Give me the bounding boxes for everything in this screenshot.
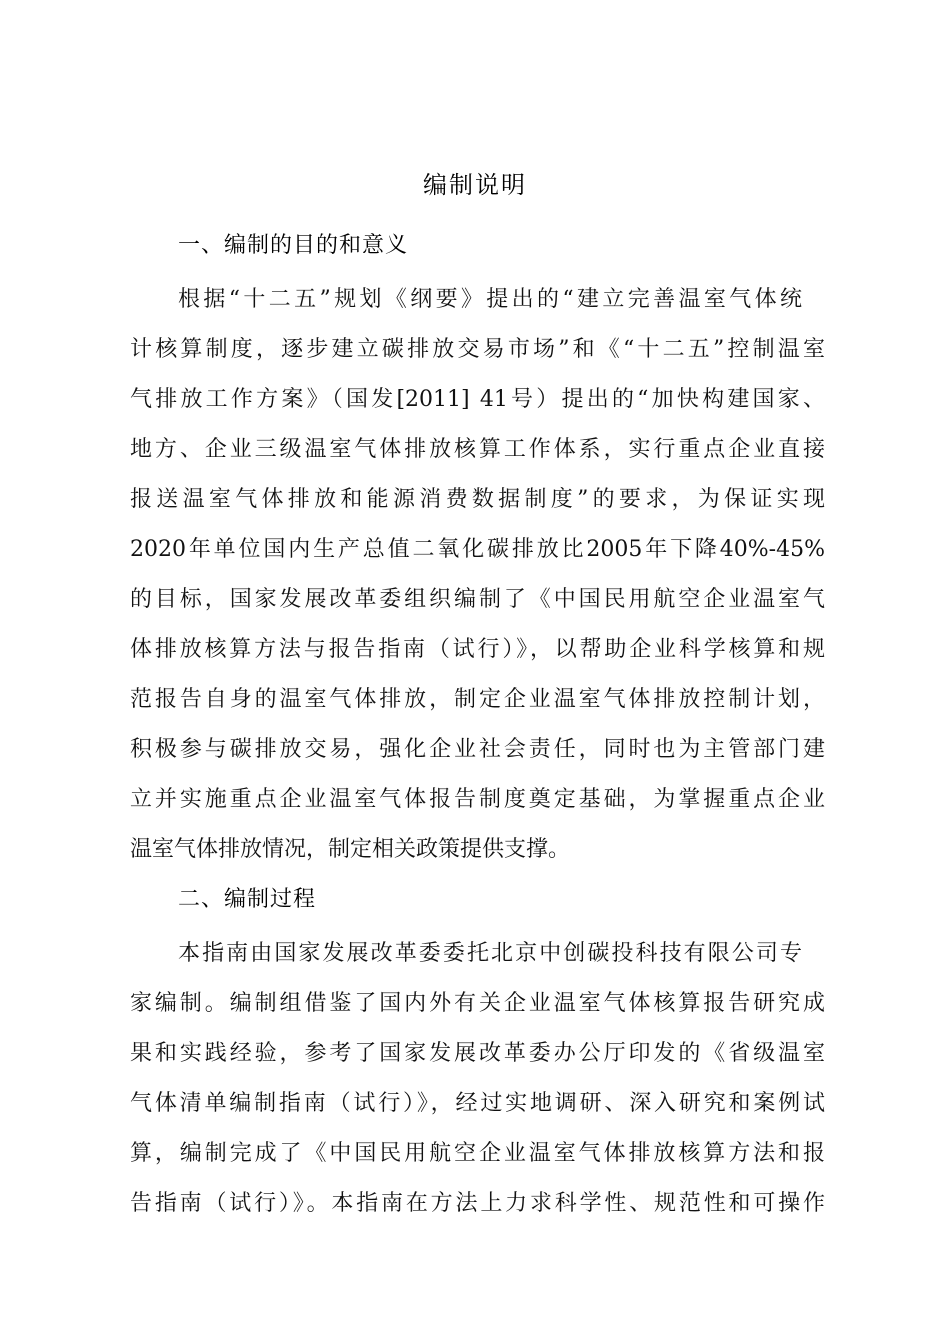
page-title: 编制说明 xyxy=(423,171,527,199)
paragraph-line: 体排放核算方法与报告指南（试行）》，以帮助企业科学核算和规 xyxy=(130,637,825,662)
paragraph-line: 气排放工作方案》（国发[2011] 41号）提出的“加快构建国家、 xyxy=(130,387,825,412)
paragraph-line: 范报告自身的温室气体排放，制定企业温室气体排放控制计划， xyxy=(130,687,825,712)
section-heading-purpose: 一、编制的目的和意义 xyxy=(178,233,409,258)
paragraph-line: 家编制。编制组借鉴了国内外有关企业温室气体核算报告研究成 xyxy=(130,991,825,1016)
paragraph-line: 报送温室气体排放和能源消费数据制度”的要求，为保证实现 xyxy=(130,487,825,512)
paragraph-line: 2020年单位国内生产总值二氧化碳排放比2005年下降40%-45% xyxy=(130,537,825,562)
paragraph-line: 地方、企业三级温室气体排放核算工作体系，实行重点企业直接 xyxy=(130,437,825,462)
paragraph-line: 的目标，国家发展改革委组织编制了《中国民用航空企业温室气 xyxy=(130,587,825,612)
paragraph-line: 算，编制完成了《中国民用航空企业温室气体排放核算方法和报 xyxy=(130,1141,825,1166)
paragraph-line: 积极参与碳排放交易，强化企业社会责任，同时也为主管部门建 xyxy=(130,737,825,762)
paragraph-line: 果和实践经验，参考了国家发展改革委办公厅印发的《省级温室 xyxy=(130,1041,825,1066)
paragraph-line: 告指南（试行）》。本指南在方法上力求科学性、规范性和可操作 xyxy=(130,1191,825,1216)
section-heading-process: 二、编制过程 xyxy=(178,887,317,912)
paragraph-line: 立并实施重点企业温室气体报告制度奠定基础，为掌握重点企业 xyxy=(130,787,825,812)
paragraph-line: 气体清单编制指南（试行）》，经过实地调研、深入研究和案例试 xyxy=(130,1091,825,1116)
paragraph-line: 本指南由国家发展改革委委托北京中创碳投科技有限公司专 xyxy=(178,941,802,966)
paragraph-line: 根据“十二五”规划《纲要》提出的“建立完善温室气体统 xyxy=(178,287,802,312)
paragraph-line: 计核算制度，逐步建立碳排放交易市场”和《“十二五”控制温室 xyxy=(130,337,825,362)
paragraph-line: 温室气体排放情况，制定相关政策提供支撑。 xyxy=(130,837,571,862)
